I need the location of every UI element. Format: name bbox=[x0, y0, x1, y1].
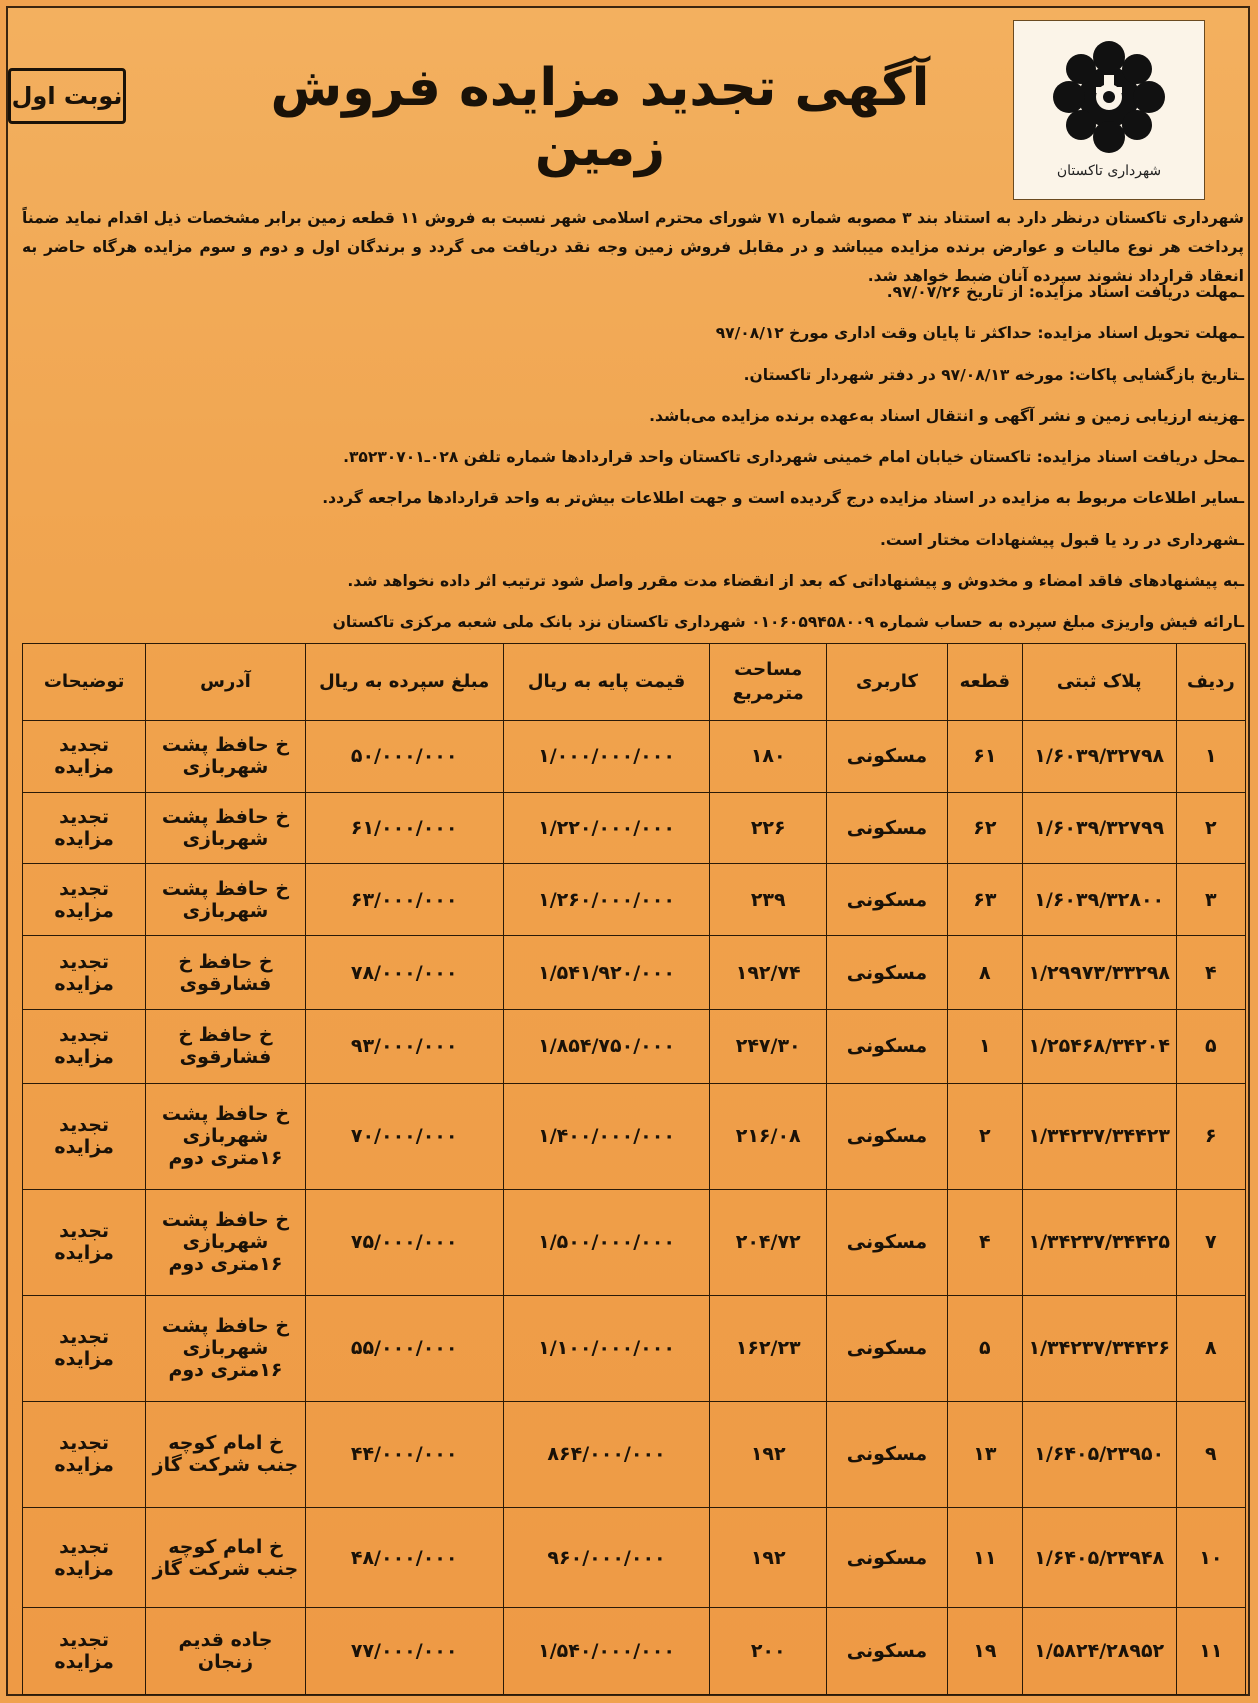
land-auction-table bbox=[22, 643, 1246, 1695]
cell-base-price: ۸۶۴/۰۰۰/۰۰۰ bbox=[503, 1401, 710, 1507]
cell-plate: ۱/۲۹۹۷۳/۳۳۲۹۸ bbox=[1022, 936, 1176, 1010]
cell-deposit: ۵۰/۰۰۰/۰۰۰ bbox=[305, 721, 503, 793]
cell-base-price: ۱/۴۰۰/۰۰۰/۰۰۰ bbox=[503, 1083, 710, 1189]
table-row bbox=[23, 1295, 1246, 1401]
cell-usage: مسکونی bbox=[827, 864, 948, 936]
cell-plate: ۱/۳۴۲۳۷/۳۴۴۲۵ bbox=[1022, 1189, 1176, 1295]
cell-parcel: ۴ bbox=[947, 1189, 1022, 1295]
header-area: مساحت مترمربع bbox=[710, 644, 827, 721]
cell-area: ۲۲۶ bbox=[710, 792, 827, 864]
intro-paragraph: شهرداری تاکستان درنظر دارد به استناد بند ۳ مصوبه شماره ۷۱ شورای محترم اسلامی شهر نسبت به فروش ۱۱ قطعه زمین برابر مشخصات ذیل اقدام نماید ضمناً پرداخت هر نوع مالیات و عوارض برنده مزایده میباشد و در مقابل فروش زمین وجه نقد دریافت می گردد و برندگان اول و دوم و سوم مزایده هرگاه حاضر به انعقاد قرارداد نشوند سپرده آنان ضبط خواهد شد. bbox=[22, 209, 1245, 285]
status-badge: نوبت اول bbox=[8, 68, 126, 124]
list-item: ـ هزینه ارزیابی زمین و نشر آگهی و انتقال اسناد به‌عهده برنده مزایده می‌باشد. bbox=[22, 396, 1244, 437]
cell-deposit: ۷۷/۰۰۰/۰۰۰ bbox=[305, 1608, 503, 1695]
cell-deposit: ۷۸/۰۰۰/۰۰۰ bbox=[305, 936, 503, 1010]
cell-plate: ۱/۲۵۴۶۸/۳۴۲۰۴ bbox=[1022, 1009, 1176, 1083]
table-row bbox=[23, 721, 1246, 793]
cell-base-price: ۱/۵۰۰/۰۰۰/۰۰۰ bbox=[503, 1189, 710, 1295]
cell-parcel: ۱ bbox=[947, 1009, 1022, 1083]
cell-address: خ امام کوچه جنب شرکت گاز bbox=[146, 1508, 305, 1608]
cell-row-number: ۷ bbox=[1176, 1189, 1245, 1295]
flower-logo-icon bbox=[1044, 35, 1174, 159]
cell-row-number: ۲ bbox=[1176, 792, 1245, 864]
cell-deposit: ۵۵/۰۰۰/۰۰۰ bbox=[305, 1295, 503, 1401]
cell-parcel: ۲ bbox=[947, 1083, 1022, 1189]
cell-parcel: ۱۳ bbox=[947, 1401, 1022, 1507]
cell-base-price: ۱/۱۰۰/۰۰۰/۰۰۰ bbox=[503, 1295, 710, 1401]
cell-base-price: ۱/۸۵۴/۷۵۰/۰۰۰ bbox=[503, 1009, 710, 1083]
cell-deposit: ۴۸/۰۰۰/۰۰۰ bbox=[305, 1508, 503, 1608]
cell-plate: ۱/۶۰۳۹/۳۲۷۹۹ bbox=[1022, 792, 1176, 864]
cell-deposit: ۹۳/۰۰۰/۰۰۰ bbox=[305, 1009, 503, 1083]
cell-plate: ۱/۶۴۰۵/۲۳۹۴۸ bbox=[1022, 1508, 1176, 1608]
header-usage: کاربری bbox=[827, 644, 948, 721]
table-header-row bbox=[23, 644, 1246, 721]
table-row bbox=[23, 1009, 1246, 1083]
conditions-list bbox=[22, 272, 1244, 644]
cell-address: خ حافظ پشت شهربازی ۱۶متری دوم bbox=[146, 1189, 305, 1295]
cell-note: تجدید مزایده bbox=[23, 936, 146, 1010]
cell-usage: مسکونی bbox=[827, 1295, 948, 1401]
cell-usage: مسکونی bbox=[827, 1508, 948, 1608]
table-row bbox=[23, 1189, 1246, 1295]
cell-usage: مسکونی bbox=[827, 792, 948, 864]
cell-address: خ حافظ پشت شهربازی bbox=[146, 792, 305, 864]
cell-address: خ حافظ پشت شهربازی ۱۶متری دوم bbox=[146, 1083, 305, 1189]
cell-address: خ حافظ پشت شهربازی bbox=[146, 721, 305, 793]
cell-row-number: ۸ bbox=[1176, 1295, 1245, 1401]
list-item: ـ شهرداری در رد یا قبول پیشنهادات مختار است. bbox=[22, 520, 1244, 561]
cell-plate: ۱/۶۰۳۹/۳۲۸۰۰ bbox=[1022, 864, 1176, 936]
cell-usage: مسکونی bbox=[827, 1608, 948, 1695]
cell-plate: ۱/۵۸۲۴/۲۸۹۵۲ bbox=[1022, 1608, 1176, 1695]
cell-area: ۲۰۴/۷۲ bbox=[710, 1189, 827, 1295]
cell-row-number: ۴ bbox=[1176, 936, 1245, 1010]
cell-row-number: ۹ bbox=[1176, 1401, 1245, 1507]
cell-area: ۲۴۷/۳۰ bbox=[710, 1009, 827, 1083]
header-notes: توضیحات bbox=[23, 644, 146, 721]
cell-note: تجدید مزایده bbox=[23, 864, 146, 936]
list-item: ـ ارائه فیش واریزی مبلغ سپرده به حساب شماره ۰۱۰۶۰۵۹۴۵۸۰۰۹ شهرداری تاکستان نزد بانک ملی شعبه مرکزی تاکستان bbox=[22, 602, 1244, 643]
cell-row-number: ۳ bbox=[1176, 864, 1245, 936]
cell-usage: مسکونی bbox=[827, 1401, 948, 1507]
table-row bbox=[23, 864, 1246, 936]
cell-parcel: ۶۱ bbox=[947, 721, 1022, 793]
cell-address: خ امام کوچه جنب شرکت گاز bbox=[146, 1401, 305, 1507]
cell-note: تجدید مزایده bbox=[23, 1189, 146, 1295]
cell-parcel: ۵ bbox=[947, 1295, 1022, 1401]
list-item: ـ تاریخ بازگشایی پاکات: مورخه ۹۷/۰۸/۱۳ در دفتر شهردار تاکستان. bbox=[22, 355, 1244, 396]
cell-plate: ۱/۶۰۳۹/۳۲۷۹۸ bbox=[1022, 721, 1176, 793]
cell-area: ۲۱۶/۰۸ bbox=[710, 1083, 827, 1189]
cell-base-price: ۱/۲۶۰/۰۰۰/۰۰۰ bbox=[503, 864, 710, 936]
header-base-price: قیمت پایه به ریال bbox=[503, 644, 710, 721]
cell-plate: ۱/۶۴۰۵/۲۳۹۵۰ bbox=[1022, 1401, 1176, 1507]
municipality-logo bbox=[1013, 20, 1205, 200]
header-deposit: مبلغ سپرده به ریال bbox=[305, 644, 503, 721]
cell-address: خ حافظ پشت شهربازی bbox=[146, 864, 305, 936]
cell-base-price: ۱/۲۲۰/۰۰۰/۰۰۰ bbox=[503, 792, 710, 864]
cell-row-number: ۱۰ bbox=[1176, 1508, 1245, 1608]
table-row bbox=[23, 1508, 1246, 1608]
cell-row-number: ۱۱ bbox=[1176, 1608, 1245, 1695]
cell-area: ۱۹۲ bbox=[710, 1401, 827, 1507]
cell-plate: ۱/۳۴۲۳۷/۳۴۴۲۶ bbox=[1022, 1295, 1176, 1401]
cell-address: جاده قدیم زنجان bbox=[146, 1608, 305, 1695]
cell-base-price: ۱/۰۰۰/۰۰۰/۰۰۰ bbox=[503, 721, 710, 793]
cell-note: تجدید مزایده bbox=[23, 1083, 146, 1189]
table-row bbox=[23, 792, 1246, 864]
table-row bbox=[23, 1083, 1246, 1189]
cell-deposit: ۷۰/۰۰۰/۰۰۰ bbox=[305, 1083, 503, 1189]
list-item: ـ مهلت تحویل اسناد مزایده: حداکثر تا پایان وقت اداری مورخ ۹۷/۰۸/۱۲ bbox=[22, 313, 1244, 354]
list-item: ـ محل دریافت اسناد مزایده: تاکستان خیابان امام خمینی شهرداری تاکستان واحد قراردادها شماره تلفن ۰۲۸ـ۳۵۲۳۰۷۰۱. bbox=[22, 437, 1244, 478]
table-row bbox=[23, 1401, 1246, 1507]
cell-address: خ حافظ پشت شهربازی ۱۶متری دوم bbox=[146, 1295, 305, 1401]
cell-deposit: ۶۱/۰۰۰/۰۰۰ bbox=[305, 792, 503, 864]
cell-note: تجدید مزایده bbox=[23, 1401, 146, 1507]
header-address: آدرس bbox=[146, 644, 305, 721]
cell-note: تجدید مزایده bbox=[23, 1508, 146, 1608]
cell-row-number: ۶ bbox=[1176, 1083, 1245, 1189]
cell-usage: مسکونی bbox=[827, 1083, 948, 1189]
list-item: ـ مهلت دریافت اسناد مزایده: از تاریخ ۹۷/۰۷/۲۶. bbox=[22, 272, 1244, 313]
table-row bbox=[23, 1608, 1246, 1695]
page-title: آگهی تجدید مزایده فروش زمین bbox=[270, 58, 930, 178]
header-parcel: قطعه bbox=[947, 644, 1022, 721]
cell-area: ۱۸۰ bbox=[710, 721, 827, 793]
list-item: ـ سایر اطلاعات مربوط به مزایده در اسناد مزایده درج گردیده است و جهت اطلاعات بیش‌تر به واحد قراردادها مراجعه گردد. bbox=[22, 478, 1244, 519]
cell-usage: مسکونی bbox=[827, 721, 948, 793]
cell-deposit: ۴۴/۰۰۰/۰۰۰ bbox=[305, 1401, 503, 1507]
cell-row-number: ۵ bbox=[1176, 1009, 1245, 1083]
cell-plate: ۱/۳۴۲۳۷/۳۴۴۲۳ bbox=[1022, 1083, 1176, 1189]
logo-caption: شهرداری تاکستان bbox=[1056, 163, 1162, 179]
cell-area: ۱۹۲/۷۴ bbox=[710, 936, 827, 1010]
cell-parcel: ۶۳ bbox=[947, 864, 1022, 936]
cell-base-price: ۱/۵۴۱/۹۲۰/۰۰۰ bbox=[503, 936, 710, 1010]
cell-area: ۱۶۲/۲۳ bbox=[710, 1295, 827, 1401]
cell-usage: مسکونی bbox=[827, 1009, 948, 1083]
cell-note: تجدید مزایده bbox=[23, 1009, 146, 1083]
cell-usage: مسکونی bbox=[827, 1189, 948, 1295]
cell-base-price: ۱/۵۴۰/۰۰۰/۰۰۰ bbox=[503, 1608, 710, 1695]
cell-parcel: ۶۲ bbox=[947, 792, 1022, 864]
cell-parcel: ۱۹ bbox=[947, 1608, 1022, 1695]
cell-note: تجدید مزایده bbox=[23, 1608, 146, 1695]
cell-parcel: ۸ bbox=[947, 936, 1022, 1010]
cell-area: ۲۰۰ bbox=[710, 1608, 827, 1695]
header-plate: پلاک ثبتی bbox=[1022, 644, 1176, 721]
cell-parcel: ۱۱ bbox=[947, 1508, 1022, 1608]
cell-area: ۱۹۲ bbox=[710, 1508, 827, 1608]
table-row bbox=[23, 936, 1246, 1010]
cell-usage: مسکونی bbox=[827, 936, 948, 1010]
cell-base-price: ۹۶۰/۰۰۰/۰۰۰ bbox=[503, 1508, 710, 1608]
header-row-number: ردیف bbox=[1176, 644, 1245, 721]
cell-deposit: ۶۳/۰۰۰/۰۰۰ bbox=[305, 864, 503, 936]
cell-row-number: ۱ bbox=[1176, 721, 1245, 793]
cell-address: خ حافظ خ فشارقوی bbox=[146, 936, 305, 1010]
cell-deposit: ۷۵/۰۰۰/۰۰۰ bbox=[305, 1189, 503, 1295]
cell-address: خ حافظ خ فشارقوی bbox=[146, 1009, 305, 1083]
cell-note: تجدید مزایده bbox=[23, 721, 146, 793]
cell-area: ۲۳۹ bbox=[710, 864, 827, 936]
list-item: ـ به پیشنهادهای فاقد امضاء و مخدوش و پیشنهاداتی که بعد از انقضاء مدت مقرر واصل شود ترتیب اثر داده نخواهد شد. bbox=[22, 561, 1244, 602]
cell-note: تجدید مزایده bbox=[23, 792, 146, 864]
cell-note: تجدید مزایده bbox=[23, 1295, 146, 1401]
